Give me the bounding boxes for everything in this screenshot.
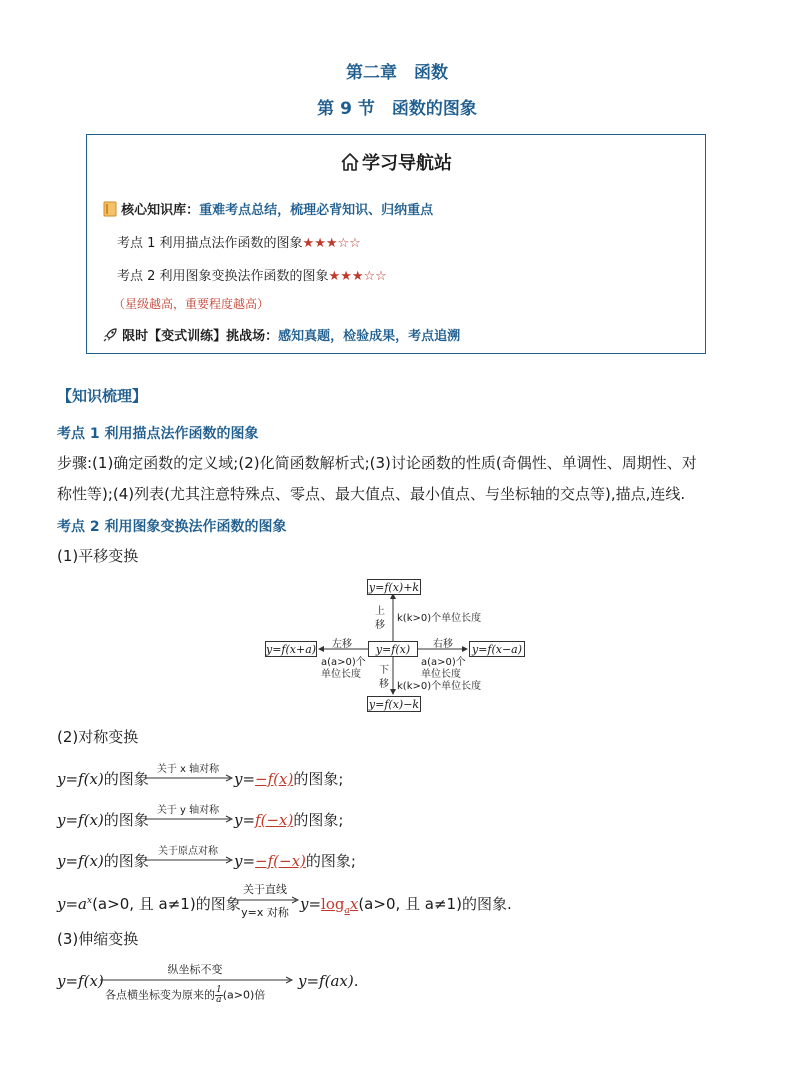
sym4-post-pre: y= — [300, 895, 322, 913]
translation-diagram — [262, 574, 532, 714]
sym2-post: 的图象; — [293, 811, 344, 829]
stretch-pre-text: y=f(x) — [57, 972, 104, 990]
stretch-heading: (3)伸缩变换 — [57, 930, 139, 948]
box-left: y=f(x+a) — [266, 643, 317, 656]
box-right: y=f(x−a) — [469, 641, 525, 657]
sym-line-4 — [57, 893, 241, 914]
chapter-title: 第二章 函数 — [346, 63, 448, 83]
stretch-label-top: 纵坐标不变 — [167, 963, 223, 976]
sym2-answer: f(−x) — [255, 811, 294, 829]
sym4-answer-x: x — [349, 895, 359, 913]
challenge-desc: 感知真题，检验成果，考点追溯 — [278, 329, 461, 344]
box-center: y=f(x) — [368, 641, 418, 657]
home-icon — [340, 152, 360, 172]
section-title: 第 9 节 函数的图象 — [317, 99, 477, 119]
up-cond: k(k>0)个单位长度 — [397, 613, 482, 624]
sym2-arrow — [146, 815, 234, 823]
sym4-post: (a>0, 且 a≠1)的图象. — [358, 895, 512, 913]
stretch-frac-num: 1 — [216, 985, 222, 995]
point1-row — [117, 232, 361, 251]
point2-text: 考点 2 利用图象变换法作函数的图象 — [117, 269, 329, 284]
rocket-icon — [103, 327, 118, 342]
core-knowledge-row — [103, 199, 433, 218]
point2-stars: ★★★☆☆ — [328, 269, 387, 284]
translation-heading: (1)平移变换 — [57, 547, 139, 565]
sym4-label-top: 关于直线 — [243, 883, 287, 896]
knowledge-heading: 【知识梳理】 — [57, 387, 148, 405]
down-word2: 移 — [379, 679, 389, 690]
sym3-pre: y=f(x) — [57, 852, 104, 870]
book-icon — [103, 201, 117, 217]
sym4-pre: y=a — [57, 895, 87, 913]
sym1-result — [234, 768, 343, 789]
sym3-result — [234, 850, 356, 871]
sym1-arrow — [146, 774, 234, 782]
sym3-mid: 的图象 — [103, 852, 149, 870]
kp1-line2: 称性等);(4)列表(尤其注意特殊点、零点、最大值点、最小值点、与坐标轴的交点等),描点,连线. — [57, 485, 686, 503]
challenge-label: 限时【变式训练】挑战场： — [122, 329, 279, 344]
star-note: （星级越高，重要程度越高） — [113, 297, 270, 311]
kp1-title: 考点 1 利用描点法作函数的图象 — [57, 426, 259, 442]
sym3-post-pre: y= — [234, 852, 256, 870]
right-cond1: a(a>0)个 — [421, 657, 466, 668]
sym4-answer-log: log — [321, 895, 345, 913]
stretch-fraction — [215, 986, 223, 1005]
sym1-answer: −f(x) — [255, 770, 294, 788]
point1-stars: ★★★☆☆ — [302, 236, 361, 251]
sym2-mid: 的图象 — [103, 811, 149, 829]
sym2-pre: y=f(x) — [57, 811, 104, 829]
point2-row — [117, 265, 387, 284]
stretch-label-bottom — [105, 986, 265, 1005]
box-bottom: y=f(x)−k — [368, 698, 420, 711]
sym2-label: 关于 y 轴对称 — [156, 805, 220, 816]
right-word: 右移 — [433, 639, 453, 650]
sym-line-3 — [57, 850, 149, 871]
sym-line-1 — [57, 768, 149, 789]
sym3-label: 关于原点对称 — [158, 846, 218, 857]
point1-text: 考点 1 利用描点法作函数的图象 — [117, 236, 303, 251]
core-desc: 重难考点总结，梳理必背知识、归纳重点 — [199, 203, 434, 218]
sym4-arrow — [234, 896, 300, 904]
stretch-post — [298, 972, 358, 990]
sym-line-2 — [57, 809, 149, 830]
left-cond1: a(a>0)个 — [321, 657, 366, 668]
sym1-post-pre: y= — [234, 770, 256, 788]
up-word2: 移 — [375, 620, 385, 631]
sym1-pre: y=f(x) — [57, 770, 104, 788]
sym3-post: 的图象; — [305, 852, 356, 870]
nav-box-title — [87, 149, 705, 175]
sym4-label-bottom: y=x 对称 — [241, 906, 289, 919]
nav-title-text: 学习导航站 — [362, 153, 452, 174]
core-label: 核心知识库： — [121, 203, 200, 218]
sym1-post: 的图象; — [293, 770, 344, 788]
sym2-result — [234, 809, 343, 830]
down-word1: 下 — [379, 665, 389, 676]
stretch-arrow — [100, 976, 296, 984]
down-cond: k(k>0)个单位长度 — [397, 681, 482, 692]
stretch-frac-den: a — [216, 995, 222, 1005]
sym4-result — [300, 893, 512, 916]
stretch-pre — [57, 972, 104, 990]
sym3-arrow — [146, 856, 234, 864]
box-top: y=f(x)+k — [368, 581, 420, 594]
sym3-answer: −f(−x) — [255, 852, 306, 870]
up-word1: 上 — [375, 606, 385, 617]
left-cond2: 单位长度 — [321, 669, 361, 680]
symmetry-heading: (2)对称变换 — [57, 728, 139, 746]
left-word: 左移 — [332, 639, 352, 650]
sym4-mid: (a>0, 且 a≠1)的图象 — [92, 895, 241, 913]
stretch-label-bottom-post: (a>0)倍 — [222, 988, 266, 1002]
kp2-title: 考点 2 利用图象变换法作函数的图象 — [57, 519, 287, 535]
sym2-post-pre: y= — [234, 811, 256, 829]
stretch-post-text: y=f(ax). — [298, 972, 359, 990]
sym1-mid: 的图象 — [103, 770, 149, 788]
right-cond2: 单位长度 — [421, 669, 461, 680]
sym4-answer-base: a — [344, 906, 350, 916]
learning-nav-box — [86, 134, 706, 354]
challenge-row — [103, 325, 460, 344]
sym4-sup: x — [87, 896, 93, 906]
kp1-line1: 步骤:(1)确定函数的定义域;(2)化简函数解析式;(3)讨论函数的性质(奇偶性、单调性、周期性、对 — [57, 454, 697, 472]
stretch-label-bottom-pre: 各点横坐标变为原来的 — [105, 988, 215, 1002]
sym1-label: 关于 x 轴对称 — [156, 764, 220, 775]
